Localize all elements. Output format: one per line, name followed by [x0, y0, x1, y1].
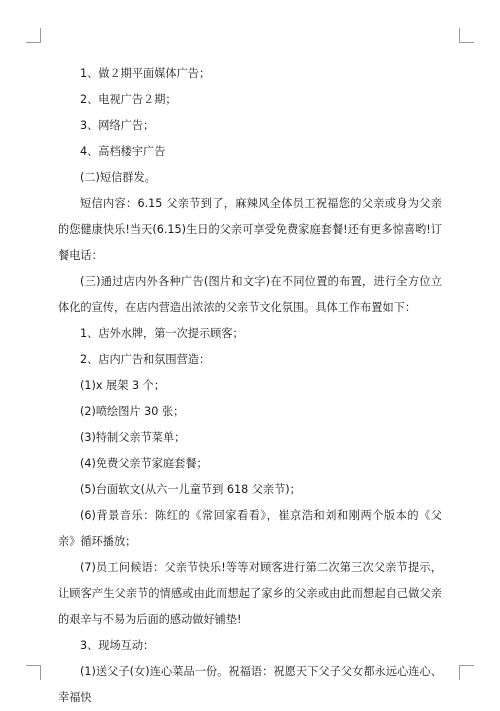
paragraph-1: 1、做２期平面媒体广告； — [80, 67, 211, 80]
crop-mark-bottom-right — [459, 665, 474, 680]
paragraph-13: (4)免费父亲节家庭套餐； — [80, 457, 208, 470]
paragraph-9: 2、店内广告和氛围营造： — [80, 353, 211, 366]
crop-mark-bottom-left — [26, 665, 41, 680]
paragraph-15: (6)背景音乐：陈红的《常回家看看》，崔京浩和刘和刚两个版本的《父亲》循环播放； — [58, 509, 442, 548]
document-body — [58, 61, 442, 711]
paragraph-4: 4、高档楼宇广告 — [80, 145, 166, 158]
paragraph-5: (二)短信群发。 — [80, 171, 156, 184]
paragraph-16: (7)员工问候语：父亲节快乐!等等对顾客进行第二次第三次父亲节提示，让顾客产生父亲节的情感或由此而想起了家乡的父亲或由此而想起自己做父亲的艰辛与不易为后面的感动做好铺垫! — [58, 561, 442, 626]
paragraph-3: 3、网络广告； — [80, 119, 155, 132]
paragraph-2: 2、电视广告２期； — [80, 93, 177, 106]
paragraph-12: (3)特制父亲节菜单； — [80, 431, 186, 444]
paragraph-14: (5)台面软文(从六一儿童节到 618 父亲节)； — [80, 483, 301, 496]
paragraph-11: (2)喷绘图片 30 张； — [80, 405, 185, 418]
paragraph-10: (1)x 展架 3 个； — [80, 379, 166, 392]
paragraph-6: 短信内容：6.15 父亲节到了，麻辣风全体员工祝福您的父亲或身为父亲的您健康快乐!当天(6.15)生日的父亲可享受免费家庭套餐!还有更多惊喜哟!订餐电话： — [58, 197, 442, 262]
paragraph-8: 1、店外水牌，第一次提示顾客； — [80, 327, 244, 340]
paragraph-7: (三)通过店内外各种广告(图片和文字)在不同位置的布置，进行全方位立体化的宣传，在店内营造出浓浓的父亲节文化氛围。具体工作布置如下： — [58, 275, 442, 314]
paragraph-18: (1)送父子(女)连心菜品一份。祝福语：祝愿天下父子父女都永远心连心、幸福快 — [58, 665, 442, 704]
crop-mark-top-left — [26, 28, 41, 43]
crop-mark-top-right — [459, 28, 474, 43]
paragraph-17: 3、现场互动： — [80, 639, 155, 652]
